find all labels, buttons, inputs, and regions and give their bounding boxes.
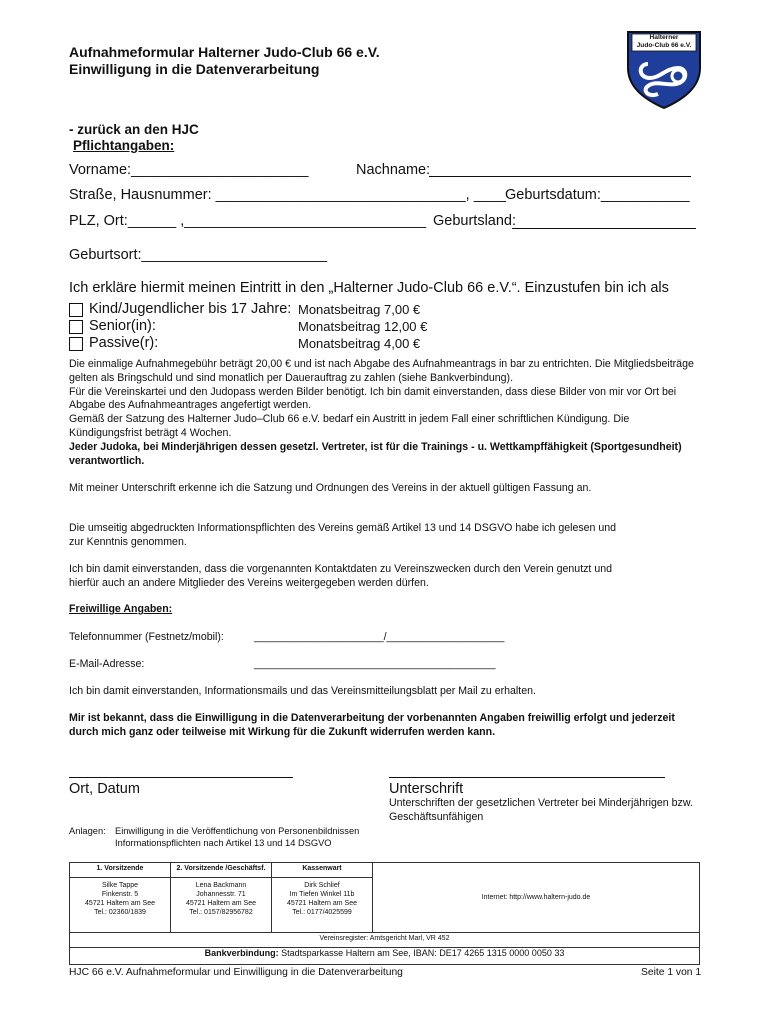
attachments-text: Einwilligung in die Veröffentlichung von Personenbildnissen Informationspflichten nach Artikel 13 und 14 DSGVO (115, 826, 360, 848)
contact-name: Dirk Schlief (304, 882, 340, 889)
contact-name: Silke Tappe (101, 882, 139, 889)
category-fee: Monatsbeitrag 4,00 € (298, 336, 421, 351)
contact-street: Johannesstr. 71 (196, 891, 246, 898)
contact-city: 45721 Haltern am See (84, 900, 156, 907)
consent-statutes: Mit meiner Unterschrift erkenne ich die Satzung und Ordnungen des Vereins in der aktuell gültigen Fassung an. (69, 482, 592, 494)
terms-fee: Die einmalige Aufnahmegebühr beträgt 20,00 € und ist nach Abgabe des Aufnahmeantrags in bar zu entrichten. Die Mitgliedsbeiträge gelten als Bringschuld und sind monatlich per Dauerauftrag zu zahlen (siehe Bankverbindung). (69, 358, 694, 384)
phone-input-line[interactable]: ______________________/____________________ (254, 631, 505, 643)
category-label: Passive(r): (89, 335, 159, 351)
category-label: Senior(in): (89, 318, 156, 334)
contact-treasurer (272, 878, 373, 933)
terms-responsibility: Jeder Judoka, bei Minderjährigen dessen gesetzl. Vertreter, ist für die Trainings - u. Wettkampffähigkeit (Sportgesundheit) verantwortlich. (69, 440, 682, 467)
passive-checkbox[interactable] (69, 337, 83, 351)
attachments-label: Anlagen: (69, 826, 106, 836)
title-line-1: Aufnahmeformular Halterner Judo-Club 66 e.V. (69, 44, 380, 60)
header-chair-1: 1. Vorsitzende (70, 863, 171, 878)
geburtsland-label: Geburtsland: (433, 213, 517, 229)
club-contact-table (69, 862, 700, 965)
club-register: Vereinsregister: Amtsgericht Marl, VR 452 (70, 933, 700, 948)
contact-phone: Tel.: 02360/1839 (94, 909, 146, 916)
contact-street: Im Tiefen Winkel 11b (289, 891, 355, 898)
website-cell[interactable] (373, 863, 700, 933)
email-label: E-Mail-Adresse: (69, 658, 145, 670)
contact-chair-2 (171, 878, 272, 933)
contact-city: 45721 Haltern am See (185, 900, 257, 907)
mail-consent: Ich bin damit einverstanden, Informationsmails und das Vereinsmitteilungsblatt per Mail zu erhalten. (69, 685, 536, 697)
terms-section (69, 358, 703, 468)
contact-phone: Tel.: 0157/82956782 (189, 909, 253, 916)
guardian-note: Unterschriften der gesetzlichen Vertreter bei Minderjährigen bzw. Geschäftsunfähigen (389, 797, 693, 823)
phone-label: Telefonnummer (Festnetz/mobil): (69, 631, 224, 643)
geburtsdatum-field[interactable]: Geburtsdatum:___________ (505, 187, 690, 203)
geburtsland-line[interactable] (512, 228, 696, 229)
signature-line[interactable] (389, 777, 665, 778)
category-list (69, 301, 489, 352)
contact-phone: Tel.: 0177/4025599 (292, 909, 352, 916)
nachname-label: Nachname: (356, 162, 431, 178)
return-instruction: - zurück an den HJC (69, 122, 199, 137)
category-option[interactable] (69, 301, 489, 318)
revocation-notice: Mir ist bekannt, dass die Einwilligung in die Datenverarbeitung der vorbenannten Angaben freiwillig erfolgt und jederzeit durch mich ganz oder teilweise mit Wirkung für die Zukunft widerrufen werden kann. (69, 712, 675, 738)
category-option[interactable] (69, 318, 489, 335)
form-title (69, 44, 380, 78)
email-input-line[interactable]: _________________________________________ (254, 658, 496, 670)
place-date-line[interactable] (69, 777, 293, 778)
header-chair-2: 2. Vorsitzende /Geschäftsf. (171, 863, 272, 878)
bank-details (70, 948, 700, 965)
category-fee: Monatsbeitrag 12,00 € (298, 319, 428, 334)
consent-dsgvo: Die umseitig abgedruckten Informationspflichten des Vereins gemäß Artikel 13 und 14 DSGVO habe ich gelesen und zur Kenntnis genommen. (69, 522, 617, 548)
geburtsort-field[interactable]: Geburtsort:_______________________ (69, 247, 328, 263)
contact-chair-1 (70, 878, 171, 933)
strasse-field[interactable]: Straße, Hausnummer: _______________________________, ____ (69, 187, 506, 203)
bank-text: Stadtsparkasse Haltern am See, IBAN: DE17 4265 1315 0000 0050 33 (278, 948, 565, 958)
nachname-line[interactable] (429, 176, 691, 177)
place-date-label: Ort, Datum (69, 781, 140, 797)
contact-street: Finkenstr. 5 (101, 891, 139, 898)
header-treasurer: Kassenwart (272, 863, 373, 878)
footer-title: HJC 66 e.V. Aufnahmeformular und Einwilligung in die Datenverarbeitung (69, 967, 403, 978)
category-label: Kind/Jugendlicher bis 17 Jahre: (89, 301, 292, 317)
terms-cancellation: Gemäß der Satzung des Halterner Judo–Club 66 e.V. bedarf ein Austritt in jedem Fall einer schriftlichen Kündigung. Die Kündigungsfrist beträgt 4 Wochen. (69, 413, 630, 439)
membership-declaration: Ich erkläre hiermit meinen Eintritt in den „Halterner Judo-Club 66 e.V.“. Einzustufen bin ich als (69, 280, 669, 296)
category-option[interactable] (69, 335, 489, 352)
contact-name: Lena Backmann (195, 882, 247, 889)
website-link[interactable]: Internet: http://www.haltern-judo.de (481, 894, 591, 901)
senior-checkbox[interactable] (69, 320, 83, 334)
club-logo (626, 30, 702, 110)
title-line-2: Einwilligung in die Datenverarbeitung (69, 61, 320, 77)
contact-city: 45721 Haltern am See (286, 900, 358, 907)
required-heading: Pflichtangaben: (73, 138, 175, 153)
plz-ort-field[interactable]: PLZ, Ort:______ ,______________________________ (69, 213, 427, 229)
optional-heading: Freiwillige Angaben: (69, 603, 173, 615)
terms-photos: Für die Vereinskartei und den Judopass werden Bilder benötigt. Ich bin damit einverstanden, dass diese Bilder von mir vor Ort bei Abgabe des Aufnahmeantrages angefertigt werden. (69, 385, 677, 412)
category-fee: Monatsbeitrag 7,00 € (298, 302, 421, 317)
vorname-field[interactable]: Vorname:______________________ (69, 162, 309, 178)
kind-checkbox[interactable] (69, 303, 83, 317)
consent-contact-data: Ich bin damit einverstanden, dass die vorgenannten Kontaktdaten zu Vereinszwecken durch den Verein genutzt und hierfür auch an andere Mitglieder des Vereins weitergegeben werden dürfen. (69, 563, 612, 589)
bank-label: Bankverbindung: (204, 948, 279, 958)
page-number: Seite 1 von 1 (641, 967, 702, 978)
signature-label: Unterschrift (389, 781, 464, 797)
logo-text-line-2: Judo-Club 66 e.V. (636, 42, 692, 49)
logo-text-line-1: Halterner (649, 34, 679, 41)
